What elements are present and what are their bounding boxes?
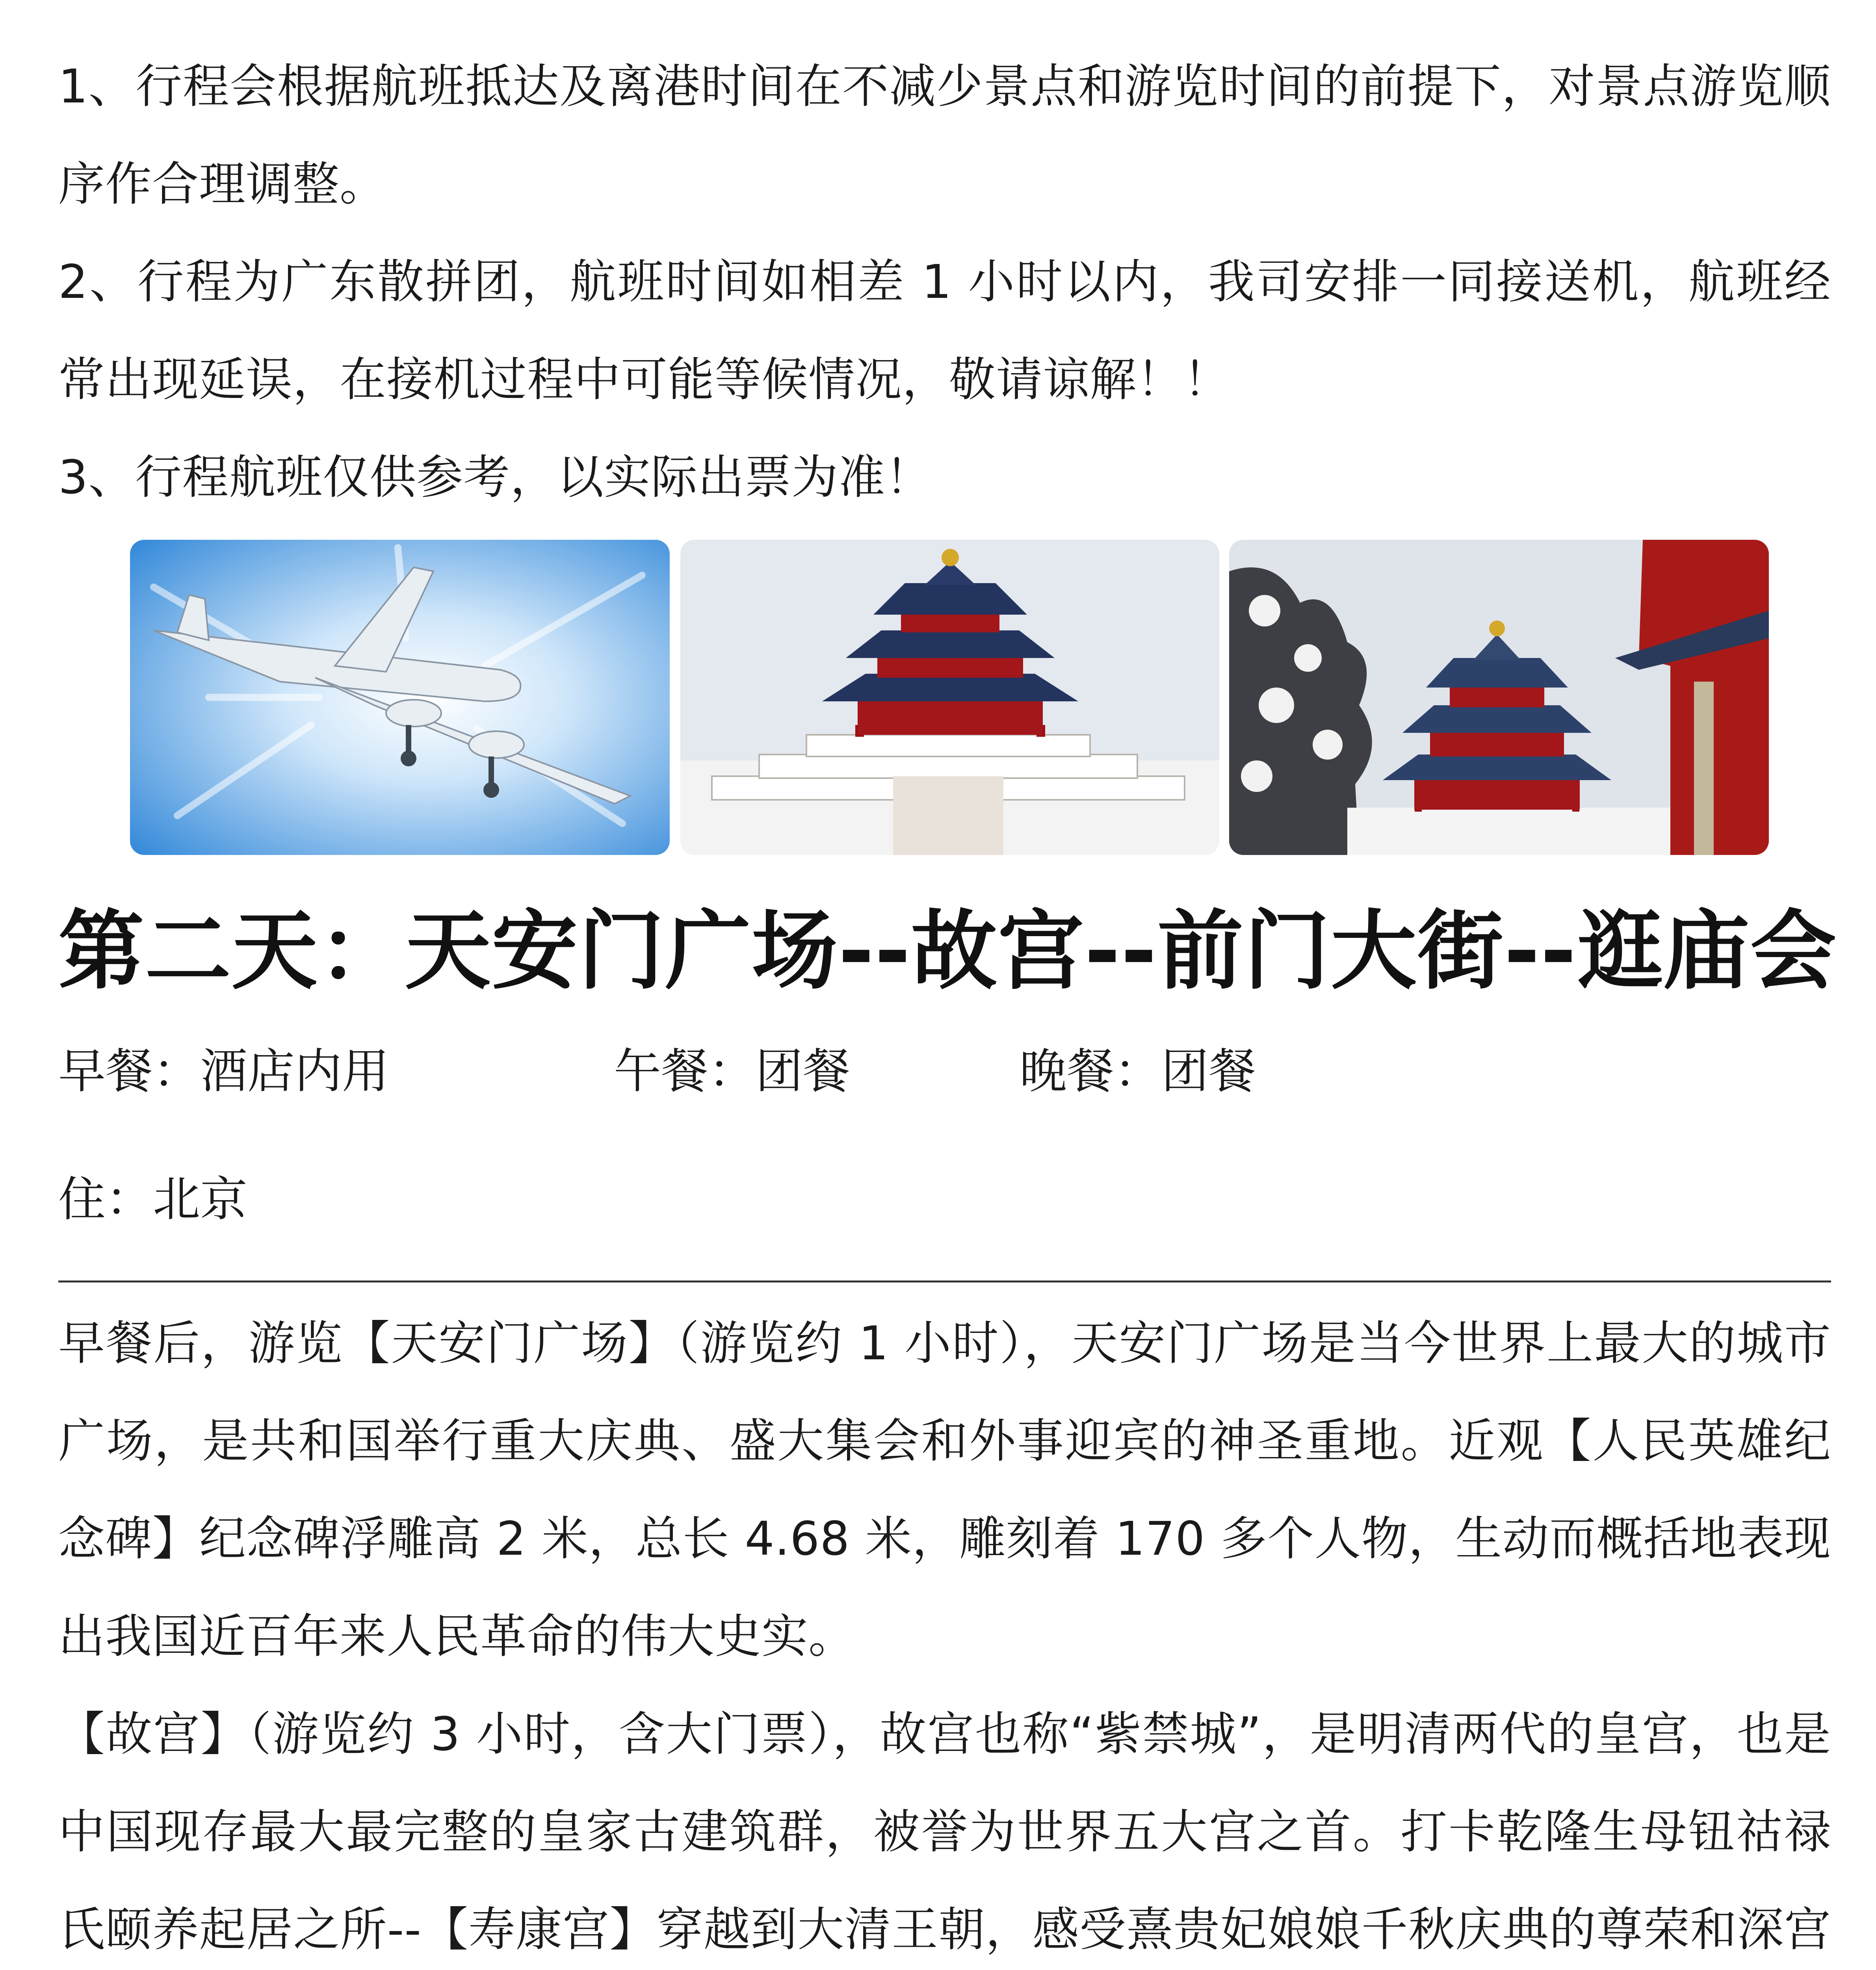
- temple-of-heaven-photo: [680, 540, 1219, 855]
- breakfast-label: 早餐：酒店内用: [58, 1044, 389, 1099]
- description-paragraph: 【故宫】（游览约 3 小时，含大门票），故宫也称“紫禁城”，是明清两代的皇宫，也是中国现存最大最完整的皇家古建筑群，被誉为世界五大宫之首。打卡乾隆生母钮祜禄氏颐养起居之所--【寿康宫】穿越到大清王朝，感受熹贵妃娘娘千秋庆典的尊荣和深宫: [58, 1707, 1831, 1957]
- airplane-photo: [130, 540, 670, 855]
- note-item: 3、行程航班仅供参考，以实际出票为准！: [58, 450, 932, 504]
- note-item: 2、行程为广东散拼团，航班时间如相差 1 小时以内，我司安排一同接送机，航班经常出现延误，在接机过程中可能等候情况，敬请谅解！！: [58, 255, 1831, 407]
- description-paragraph: 早餐后，游览【天安门广场】（游览约 1 小时），天安门广场是当今世界上最大的城市广场，是共和国举行重大庆典、盛大集会和外事迎宾的神圣重地。近观【人民英雄纪念碑】纪念碑浮雕高 2 米，总长 4.68 米，雕刻着 170 多个人物，生动而概括地表现出我国近百年来人民革命的伟大史实。: [58, 1316, 1831, 1663]
- photo-strip: [130, 540, 1769, 855]
- notes-section: [58, 37, 1831, 526]
- temple-of-heaven-snow-photo: [1229, 540, 1769, 855]
- note-item: 1、行程会根据航班抵达及离港时间在不减少景点和游览时间的前提下，对景点游览顺序作合理调整。: [58, 59, 1831, 211]
- meal-info: [58, 1022, 1792, 1121]
- day-description: [58, 1294, 1831, 1970]
- dinner-label: 晚餐：团餐: [1020, 1044, 1256, 1099]
- lunch-label: 午餐：团餐: [614, 1044, 850, 1099]
- stay-label: 住：北京: [58, 1172, 247, 1227]
- day-title: 第二天：天安门广场--故宫--前门大街--逛庙会: [58, 901, 1837, 1001]
- divider: [58, 1280, 1831, 1282]
